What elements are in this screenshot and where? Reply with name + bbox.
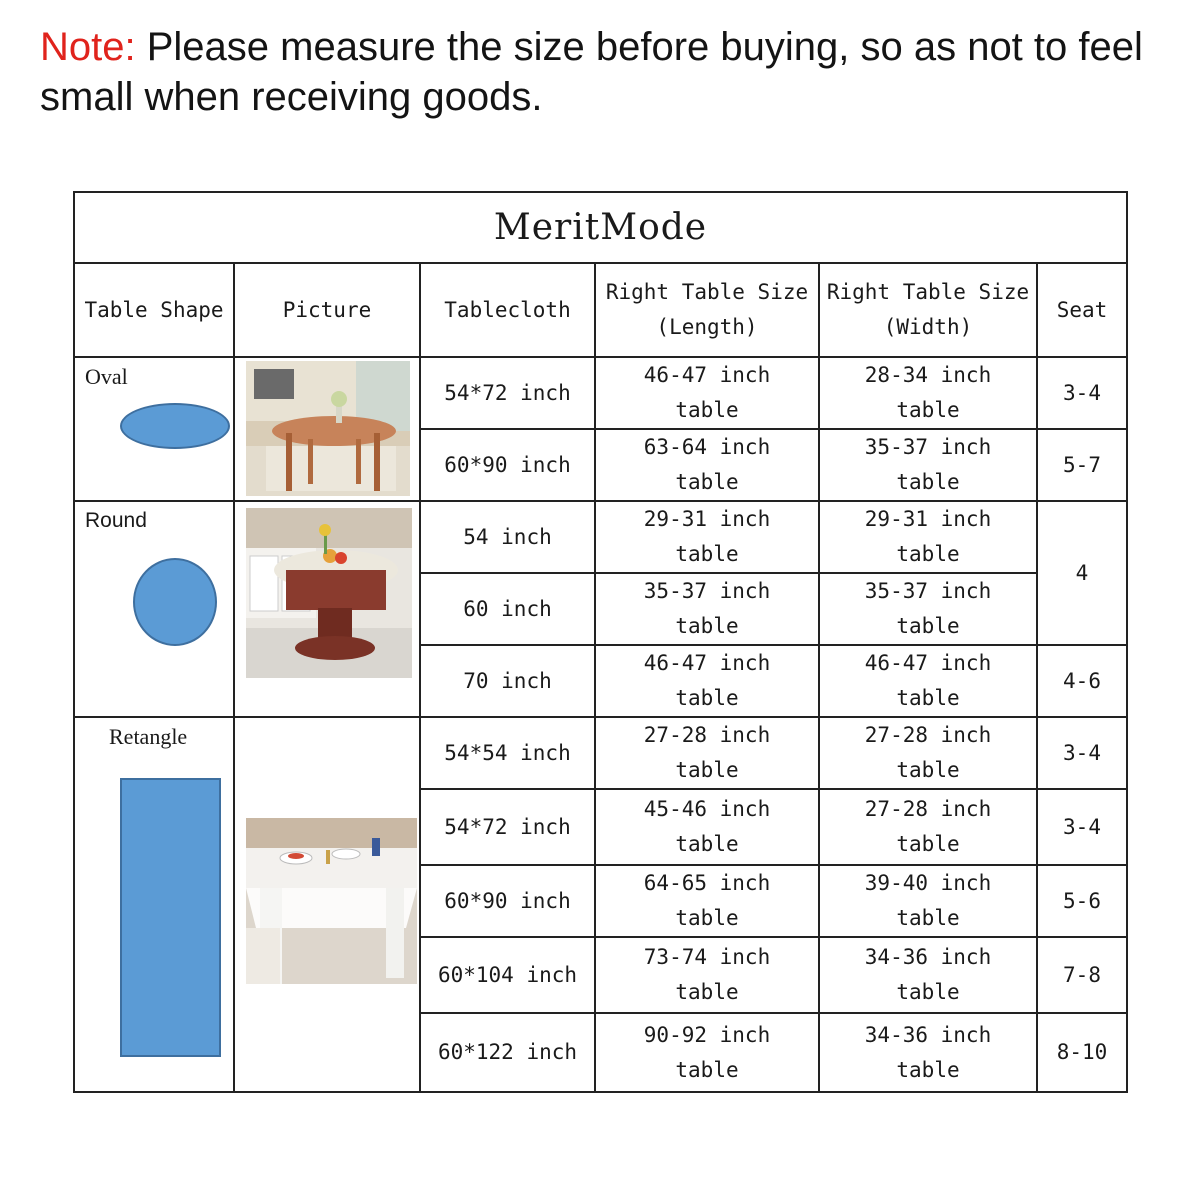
header-picture: Picture bbox=[234, 263, 420, 357]
length-size: 29-31 inch table bbox=[595, 501, 819, 573]
tablecloth-size: 54*72 inch bbox=[420, 357, 595, 429]
width-size: 34-36 inch table bbox=[819, 1013, 1037, 1092]
length-size: 35-37 inch table bbox=[595, 573, 819, 645]
length-size: 90-92 inch table bbox=[595, 1013, 819, 1092]
shape-cell-round bbox=[74, 501, 234, 717]
oval-table-photo bbox=[234, 357, 420, 501]
length-size: 45-46 inch table bbox=[595, 789, 819, 865]
seat-count: 4-6 bbox=[1037, 645, 1127, 717]
seat-count: 4 bbox=[1037, 501, 1127, 645]
tablecloth-size: 60*104 inch bbox=[420, 937, 595, 1013]
seat-count: 5-7 bbox=[1037, 429, 1127, 501]
round-table-photo-icon bbox=[246, 508, 412, 678]
header-table-shape: Table Shape bbox=[74, 263, 234, 357]
tablecloth-size: 54*72 inch bbox=[420, 789, 595, 865]
oval-table-photo-icon bbox=[246, 361, 410, 496]
table-row bbox=[74, 357, 1127, 429]
length-size: 27-28 inch table bbox=[595, 717, 819, 789]
table-row bbox=[74, 501, 1127, 573]
header-length: Right Table Size (Length) bbox=[595, 263, 819, 357]
shape-label: Retangle bbox=[109, 724, 188, 749]
seat-count: 3-4 bbox=[1037, 789, 1127, 865]
size-note bbox=[40, 22, 1170, 122]
seat-count: 3-4 bbox=[1037, 717, 1127, 789]
width-size: 46-47 inch table bbox=[819, 645, 1037, 717]
seat-count: 5-6 bbox=[1037, 865, 1127, 937]
title-row bbox=[74, 192, 1127, 263]
header-seat: Seat bbox=[1037, 263, 1127, 357]
rectangle-table-photo bbox=[234, 717, 420, 1092]
length-size: 46-47 inch table bbox=[595, 357, 819, 429]
width-size: 39-40 inch table bbox=[819, 865, 1037, 937]
length-size: 64-65 inch table bbox=[595, 865, 819, 937]
rectangle-shape-icon bbox=[120, 778, 221, 1057]
length-size: 46-47 inch table bbox=[595, 645, 819, 717]
width-size: 27-28 inch table bbox=[819, 717, 1037, 789]
width-size: 34-36 inch table bbox=[819, 937, 1037, 1013]
tablecloth-size: 60*90 inch bbox=[420, 429, 595, 501]
header-width: Right Table Size (Width) bbox=[819, 263, 1037, 357]
rectangle-table-photo-icon bbox=[246, 818, 417, 984]
shape-cell-retangle bbox=[74, 717, 234, 1092]
width-size: 35-37 inch table bbox=[819, 429, 1037, 501]
round-table-photo bbox=[234, 501, 420, 717]
header-tablecloth: Tablecloth bbox=[420, 263, 595, 357]
shape-label: Round bbox=[85, 509, 147, 532]
tablecloth-size: 70 inch bbox=[420, 645, 595, 717]
round-shape-icon bbox=[133, 558, 217, 646]
seat-count: 8-10 bbox=[1037, 1013, 1127, 1092]
width-size: 28-34 inch table bbox=[819, 357, 1037, 429]
tablecloth-size: 60 inch bbox=[420, 573, 595, 645]
seat-count: 3-4 bbox=[1037, 357, 1127, 429]
width-size: 27-28 inch table bbox=[819, 789, 1037, 865]
note-label: Note: bbox=[40, 25, 136, 69]
length-size: 73-74 inch table bbox=[595, 937, 819, 1013]
shape-cell-oval bbox=[74, 357, 234, 501]
size-chart-table bbox=[73, 191, 1128, 1093]
tablecloth-size: 54*54 inch bbox=[420, 717, 595, 789]
tablecloth-size: 60*90 inch bbox=[420, 865, 595, 937]
width-size: 29-31 inch table bbox=[819, 501, 1037, 573]
tablecloth-size: 60*122 inch bbox=[420, 1013, 595, 1092]
tablecloth-size: 54 inch bbox=[420, 501, 595, 573]
oval-shape-icon bbox=[120, 403, 230, 449]
seat-count: 7-8 bbox=[1037, 937, 1127, 1013]
header-row bbox=[74, 263, 1127, 357]
table-row bbox=[74, 717, 1127, 789]
length-size: 63-64 inch table bbox=[595, 429, 819, 501]
note-text: Please measure the size before buying, so as not to feel small when receiving goods. bbox=[40, 25, 1143, 119]
shape-label: Oval bbox=[85, 364, 128, 389]
width-size: 35-37 inch table bbox=[819, 573, 1037, 645]
brand-title: MeritMode bbox=[74, 192, 1127, 263]
